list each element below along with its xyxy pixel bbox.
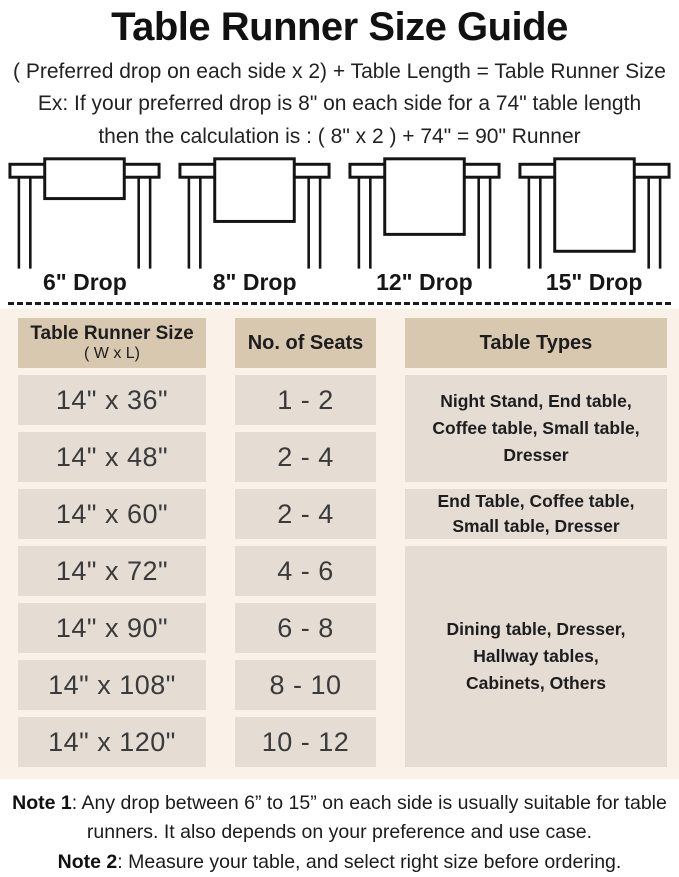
types-cell-group3: Dining table, Dresser, Hallway tables, Cabinets, Others — [405, 546, 667, 767]
drop-labels-row — [0, 269, 679, 296]
seats-cell-row6: 8 - 10 — [235, 660, 376, 710]
size-guide-page — [0, 4, 679, 873]
header-table-types: Table Types — [405, 318, 667, 368]
size-cell-row3: 14" x 60" — [18, 489, 206, 539]
size-cell-row2: 14" x 48" — [18, 432, 206, 482]
size-table — [18, 318, 668, 767]
seats-cell-row2: 2 - 4 — [235, 432, 376, 482]
seats-cell-row5: 6 - 8 — [235, 603, 376, 653]
table-runner-drawing-icon — [340, 157, 509, 269]
header-runner-size-line1: Table Runner Size — [30, 323, 194, 345]
size-cell-row4: 14" x 72" — [18, 546, 206, 596]
drop-label-15: 15" Drop — [545, 269, 643, 296]
drop-illustrations — [0, 157, 679, 269]
page-title: Table Runner Size Guide — [111, 5, 568, 49]
table-illustration-6-drop — [0, 157, 170, 269]
note-2-text: : Measure your table, and select right size before ordering. — [117, 850, 622, 873]
dashed-divider — [8, 302, 671, 305]
table-illustration-15-drop — [509, 157, 679, 269]
seats-cell-row4: 4 - 6 — [235, 546, 376, 596]
drop-label-8: 8" Drop — [212, 269, 297, 296]
note-1-text: : Any drop between 6” to 15” on each side is usually suitable for table runners. It also depends on your preference and use case. — [71, 792, 667, 844]
drop-label-12: 12" Drop — [376, 269, 473, 296]
table-runner-drawing-icon — [170, 157, 339, 269]
size-cell-row5: 14" x 90" — [18, 603, 206, 653]
formula-text: ( Preferred drop on each side x 2) + Table Length = Table Runner Size — [13, 60, 666, 83]
seats-cell-row7: 10 - 12 — [235, 717, 376, 767]
table-runner-drawing-icon — [0, 157, 169, 269]
example-line-2: then the calculation is : ( 8" x 2 ) + 74" = 90" Runner — [98, 124, 581, 148]
note-1-label: Note 1 — [12, 792, 72, 815]
types-cell-group2: End Table, Coffee table, Small table, Dresser — [405, 489, 667, 539]
note-2 — [8, 848, 672, 877]
table-runner-drawing-icon — [510, 157, 679, 269]
size-cell-row7: 14" x 120" — [18, 717, 206, 767]
notes-section — [8, 789, 672, 877]
size-table-band — [0, 309, 679, 779]
table-illustration-8-drop — [170, 157, 340, 269]
table-illustration-12-drop — [340, 157, 510, 269]
note-2-label: Note 2 — [57, 850, 118, 873]
header-seats: No. of Seats — [235, 318, 376, 368]
note-1 — [8, 789, 672, 848]
drop-label-6: 6" Drop — [43, 269, 127, 296]
header-runner-size — [18, 318, 206, 368]
seats-cell-row3: 2 - 4 — [235, 489, 376, 539]
example-line-1: Ex: If your preferred drop is 8" on each side for a 74" table length — [37, 92, 642, 116]
size-cell-row1: 14" x 36" — [18, 375, 206, 425]
seats-cell-row1: 1 - 2 — [235, 375, 376, 425]
types-cell-group1: Night Stand, End table, Coffee table, Small table, Dresser — [405, 375, 667, 482]
header-runner-size-line2: ( W x L) — [84, 345, 140, 363]
size-cell-row6: 14" x 108" — [18, 660, 206, 710]
